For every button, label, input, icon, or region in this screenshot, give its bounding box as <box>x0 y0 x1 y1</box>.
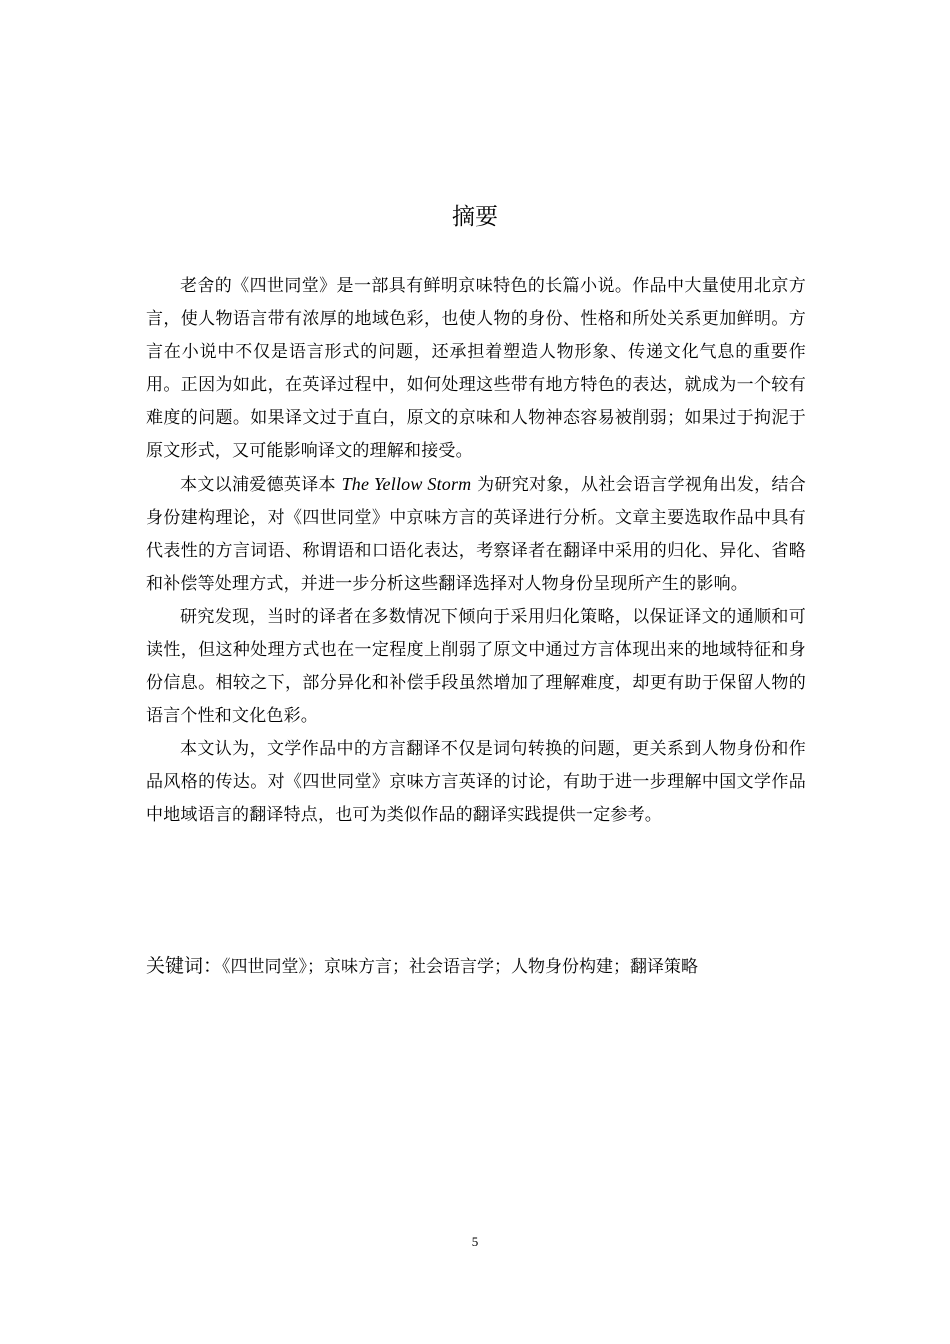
page-number: 5 <box>471 1234 479 1249</box>
keywords-text: 《四世同堂》；京味方言；社会语言学；人物身份构建；翻译策略 <box>222 957 699 977</box>
book-title-emphasis: The Yellow Storm <box>341 474 472 494</box>
abstract-paragraph-2 <box>146 468 806 601</box>
abstract-title: 摘要 <box>452 204 498 230</box>
paragraph-2-text-start: 本文以浦爱德英译本 <box>180 475 336 495</box>
abstract-paragraph-1 <box>146 270 806 468</box>
paragraph-4-text: 本文认为，文学作品中的方言翻译不仅是词句转换的问题，更关系到人物身份和作品风格的传达。对《四世同堂》京味方言英译的讨论，有助于进一步理解中国文学作品中地域语言的翻译特点，也可为类似作品的翻译实践提供一定参考。 <box>146 739 806 825</box>
abstract-body <box>146 270 806 832</box>
paragraph-2-text-end: 为研究对象，从社会语言学视角出发，结合身份建构理论，对《四世同堂》中京味方言的英译进行分析。文章主要选取作品中具有代表性的方言词语、称谓语和口语化表达，考察译者在翻译中采用的归化、异化、省略和补偿等处理方式，并进一步分析这些翻译选择对人物身份呈现所产生的影响。 <box>146 475 806 594</box>
paragraph-1-text: 老舍的《四世同堂》是一部具有鲜明京味特色的长篇小说。作品中大量使用北京方言，使人物语言带有浓厚的地域色彩，也使人物的身份、性格和所处关系更加鲜明。方言在小说中不仅是语言形式的问题，还承担着塑造人物形象、传递文化气息的重要作用。正因为如此，在英译过程中，如何处理这些带有地方特色的表达，就成为一个较有难度的问题。如果译文过于直白，原文的京味和人物神态容易被削弱；如果过于拘泥于原文形式，又可能影响译文的理解和接受。 <box>146 276 806 461</box>
abstract-paragraph-3 <box>146 601 806 733</box>
abstract-paragraph-4 <box>146 733 806 832</box>
keywords-label: 关键词： <box>146 955 223 977</box>
paragraph-3-text: 研究发现，当时的译者在多数情况下倾向于采用归化策略，以保证译文的通顺和可读性，但这种处理方式也在一定程度上削弱了原文中通过方言体现出来的地域特征和身份信息。相较之下，部分异化和补偿手段虽然增加了理解难度，却更有助于保留人物的语言个性和文化色彩。 <box>146 607 806 726</box>
keywords-line <box>146 950 826 983</box>
